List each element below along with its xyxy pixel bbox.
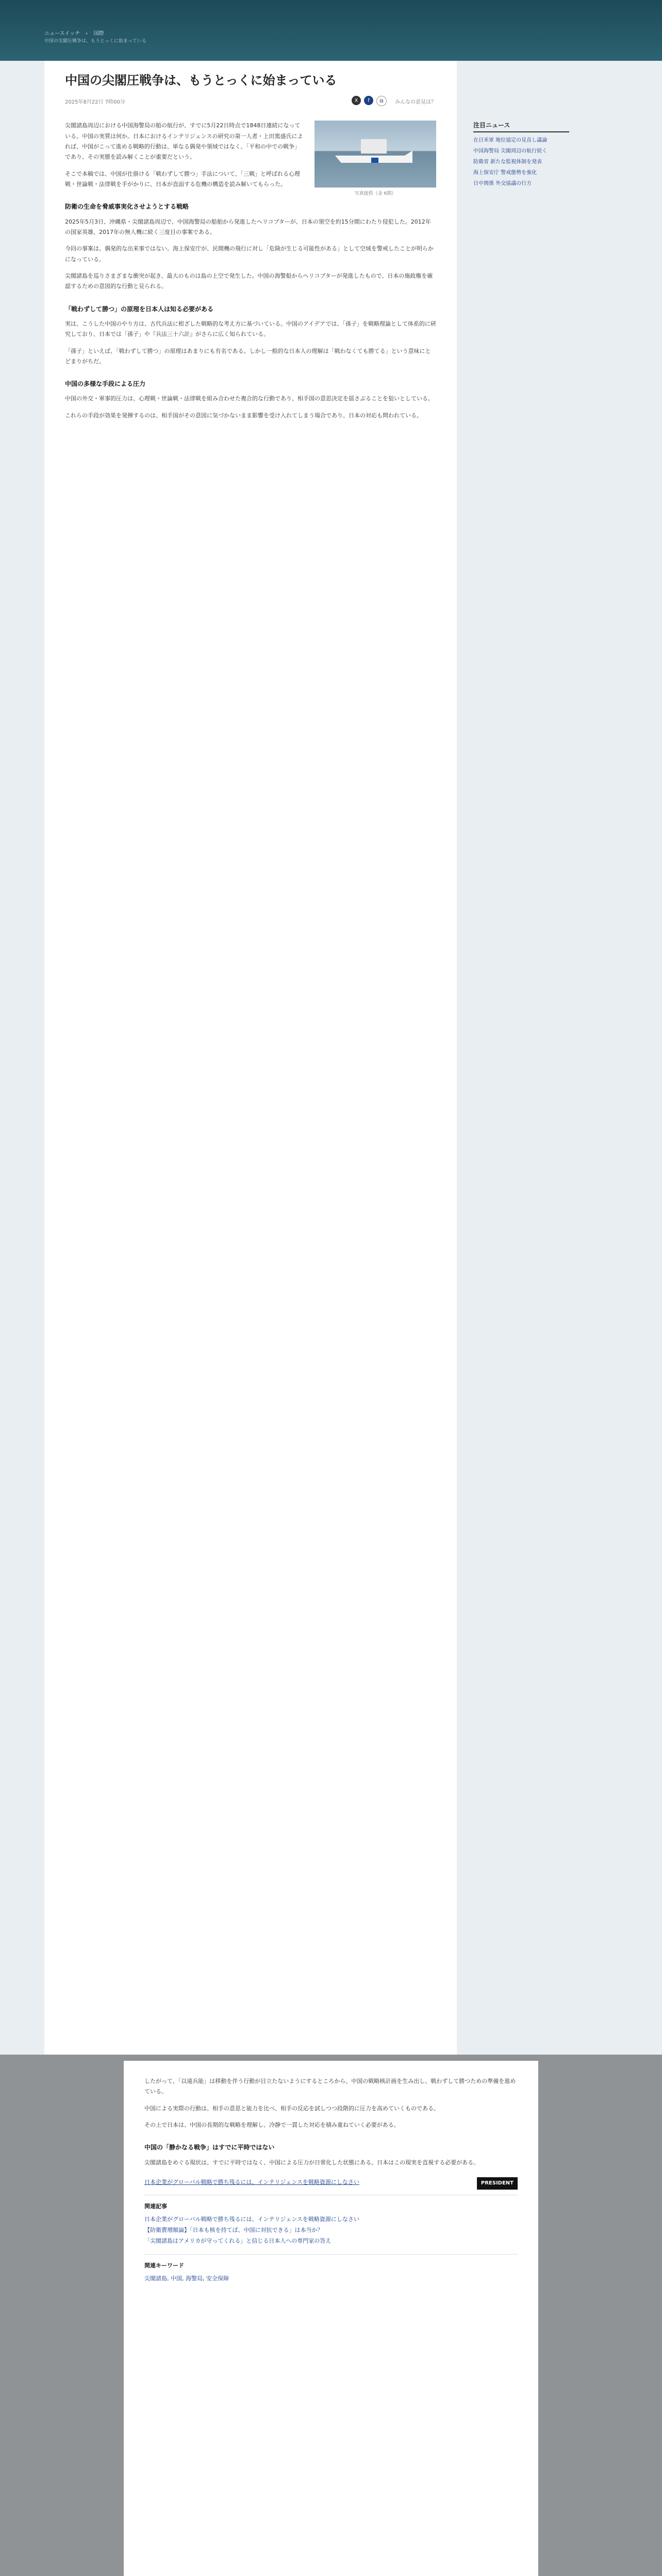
source-article-link[interactable]: 日本企業がグローバル戦略で勝ち残るには、インテリジェンスを戦略資源にしなさい — [144, 2178, 359, 2185]
x-share-icon[interactable]: X — [352, 96, 361, 105]
keywords-section — [144, 2254, 518, 2284]
modal-body — [144, 2076, 518, 2188]
site-header — [0, 0, 662, 61]
paragraph: したがって、「以遠兵能」は移動を伴う行動が目立たないようにするところから、中国の戦略核計画を生み出し、戦わずして勝つための準備を進めている。 — [144, 2078, 516, 2095]
paragraph: 今回の事案は、偶発的な出来事ではない。海上保安庁が、民間機の飛行に対し「危険が生じる可能性がある」として空域を警戒したことが明らかになっている。 — [65, 245, 434, 263]
paragraph: 実は、こうした中国のやり方は、古代兵法に根ざした戦略的な考え方に基づいている。中国のアイデアでは、「孫子」を戦略理論として体系的に研究しており、日本では「孫子」や『兵法三十六計』がさらに広く知られている。 — [65, 320, 436, 338]
sidebar-news-item[interactable]: 防衛省 新たな監視体制を発表 — [473, 159, 542, 165]
link-copy-icon[interactable]: ⧉ — [376, 96, 387, 106]
section-heading: 防衛の生命を脅威事実化させようとする戦略 — [65, 203, 189, 211]
keyword-links[interactable]: 尖閣諸島, 中国, 海警局, 安全保障 — [144, 2275, 229, 2282]
article-main — [44, 61, 457, 2055]
section-heading: 中国の多様な手段による圧力 — [65, 380, 146, 388]
paragraph: そこで本稿では、中国が仕掛ける「戦わずして勝つ」手法について、「三戦」と呼ばれる心理戦・世論戦・法律戦を手がかりに、日本が直面する危機の構造を読み解いてもらった。 — [65, 170, 301, 188]
related-articles — [144, 2195, 518, 2247]
section-heading: 「戦わずして勝つ」の原理を日本人は知る必要がある — [65, 305, 214, 313]
sidebar-news-item[interactable]: 在日米軍 地位協定の見直し議論 — [473, 138, 548, 143]
sidebar-news-item[interactable]: 海上保安庁 警戒態勢を強化 — [473, 170, 537, 176]
paragraph: 尖閣諸島をめぐる現状は、すでに平時ではなく、中国による圧力が日常化した状態にある。日本はこの現実を直視する必要がある。 — [144, 2159, 479, 2166]
article-date: 2025年8月22日 7時00分 — [65, 99, 125, 105]
paragraph: これらの手段が効果を発揮するのは、相手国がその意図に気づかないまま影響を受け入れてしまう場合であり、日本の対応も問われている。 — [65, 412, 422, 419]
paragraph: 中国による実際の行動は、相手の意思と能力を比べ、相手の反応を試しつつ段階的に圧力を高めていくものである。 — [144, 2105, 439, 2112]
sidebar-news — [473, 121, 569, 191]
facebook-share-icon[interactable]: f — [364, 96, 373, 105]
breadcrumb-section[interactable]: 国際 — [93, 31, 104, 37]
coast-guard-ship-image — [315, 121, 436, 188]
paragraph: 中国の外交・軍事的圧力は、心理戦・世論戦・法律戦を組み合わせた複合的な行動であり、相手国の意思決定を揺さぶることを狙いとしている。 — [65, 395, 434, 402]
paragraph: 尖閣諸島を巡りさまざまな衝突が起き、最大のものは島の上空で発生した。中国の海警船からヘリコプターが発進したもので、日本の施政権を確認するための意図的な行動と見られる。 — [65, 273, 433, 290]
sidebar-news-item[interactable]: 中国海警局 尖閣周辺の航行続く — [473, 148, 548, 154]
article-meta — [65, 96, 436, 106]
page-title: 中国の尖閣圧戦争は、もうとっくに始まっている — [65, 73, 337, 88]
paragraph: その上で日本は、中国の長期的な戦略を理解し、冷静で一貫した対応を積み重ねていく必要がある。 — [144, 2122, 400, 2129]
related-link[interactable]: 「尖閣諸島はアメリカが守ってくれる」と信じる日本人への専門家の答え — [144, 2237, 332, 2244]
sidebar-news-item[interactable]: 日中関係 外交協議の行方 — [473, 181, 532, 187]
comment-link[interactable]: みんなの意見は？ — [395, 99, 436, 105]
related-link[interactable]: 【防衛費増額論】「日本も核を持てば、中国に対抗できる」は本当か？ — [144, 2227, 323, 2234]
modal-article-card — [124, 2061, 538, 2576]
paragraph: 「孫子」といえば、「戦わずして勝つ」の原理はあまりにも有名である。しかし一般的な日本人の理解は「戦わなくても勝てる」という意味にとどまりがちだ。 — [65, 347, 431, 365]
source-link-row — [144, 2177, 518, 2188]
breadcrumb-home[interactable]: ニュースイッチ — [44, 31, 80, 37]
article-photo — [315, 121, 436, 196]
section-heading: 中国の「静かなる戦争」はすでに平時ではない — [144, 2144, 275, 2151]
keywords-heading: 関連キーワード — [144, 2262, 184, 2269]
breadcrumb: ニュースイッチ › 国際 — [44, 31, 104, 37]
header-tagline: 中国の尖閣圧戦争は、もうとっくに始まっている — [44, 39, 146, 44]
sidebar-title: 注目ニュース — [473, 121, 569, 132]
related-link[interactable]: 日本企業がグローバル戦略で勝ち残るには、インテリジェンスを戦略資源にしなさい — [144, 2216, 359, 2223]
share-buttons — [352, 96, 387, 106]
publisher-logo: PRESIDENT — [477, 2177, 518, 2190]
photo-caption: 写真提供（金 6期） — [354, 191, 396, 197]
paragraph: 尖閣諸島周辺における中国海警局の船の航行が、すでに5月22日時点で1848日連続になっている。中国の実質は何か。日本におけるインテリジェンスの研究の第一人者・上田篤盛氏によれば、中国がこって進める戦略的行動は、単なる偶発や領域ではなく、「平和の中での戦争」であり、その実態を読み解くことが重要だという。 — [65, 122, 303, 161]
paragraph: 2025年5月3日、沖縄県・尖閣諸島周辺で、中国海警局の船舶から発進したヘリコプターが、日本の領空を約15分間にわたり侵犯した。2012年の国家英雄、2017年の無人機に続く三度目の事案である。 — [65, 218, 431, 235]
related-heading: 関連記事 — [144, 2203, 167, 2210]
